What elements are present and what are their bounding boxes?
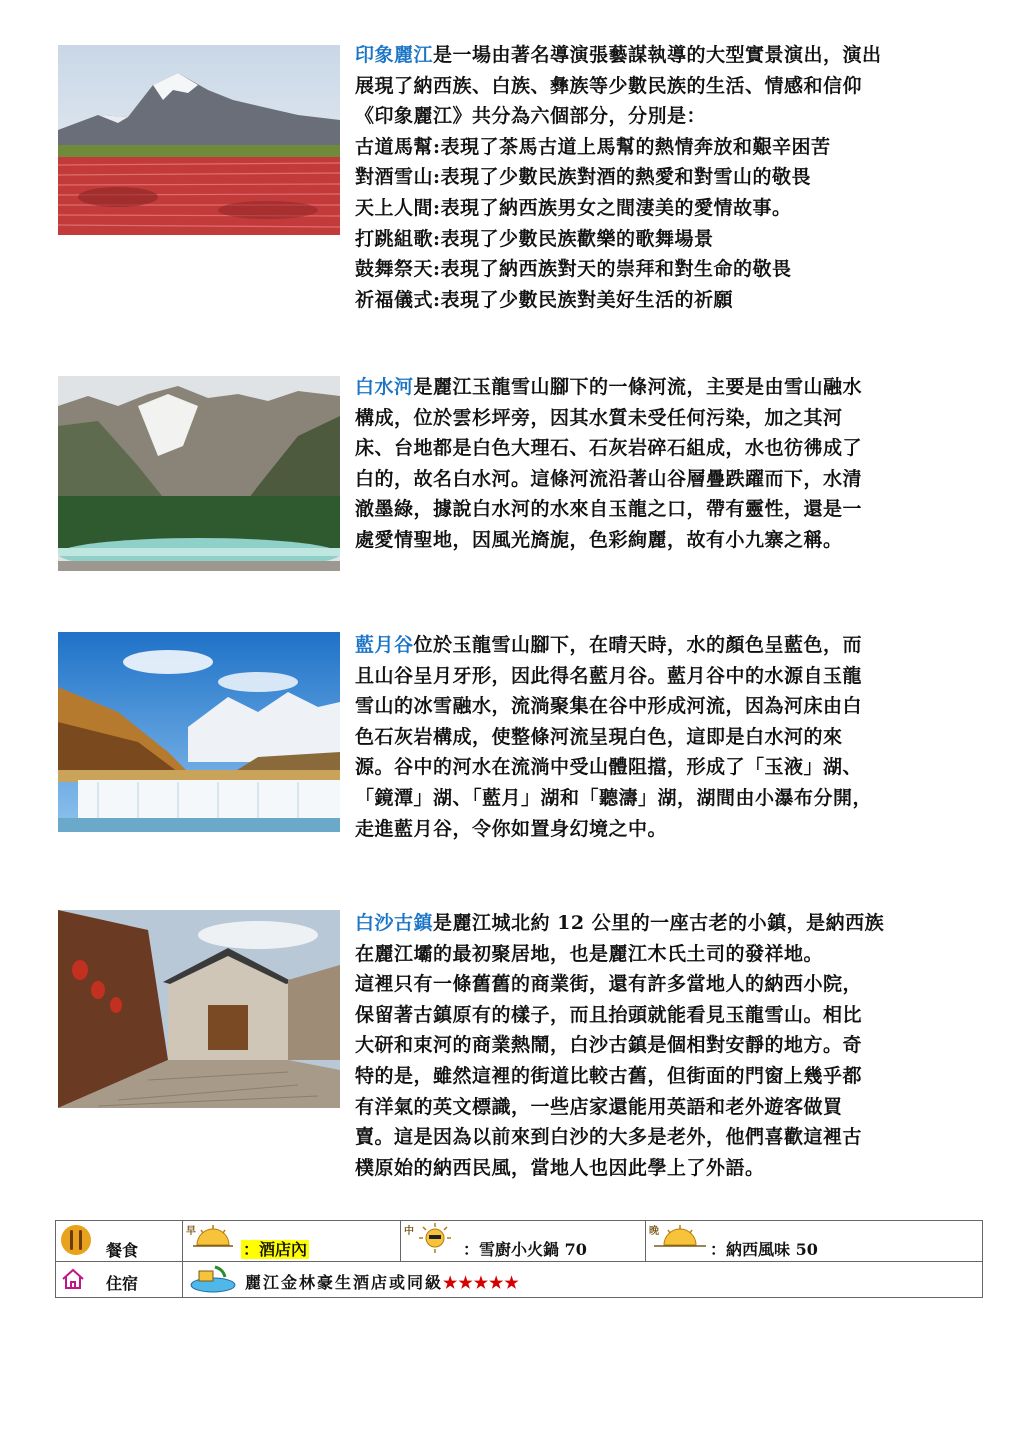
text-line: 特的是，雖然這裡的街道比較古舊，但街面的門窗上幾乎都 bbox=[355, 1064, 863, 1087]
part-name: 祈福儀式 bbox=[355, 288, 434, 311]
lodging-row bbox=[56, 1262, 982, 1298]
part-name: 天上人間 bbox=[355, 196, 434, 219]
white-water-river-text bbox=[355, 372, 980, 556]
blue-moon-valley-title: 藍月谷 bbox=[355, 634, 414, 656]
lodging-label: 住宿 bbox=[106, 1274, 139, 1293]
meals-label: 餐食 bbox=[106, 1241, 139, 1260]
text-line: 位於玉龍雪山腳下，在晴天時，水的顏色呈藍色，而 bbox=[413, 634, 863, 656]
part-desc: 表現了少數民族歡樂的歌舞場景 bbox=[440, 227, 714, 250]
part-desc: 表現了少數民族對美好生活的祈願 bbox=[440, 288, 734, 311]
text-line: 澈墨綠，據說白水河的水來自玉龍之口，帶有靈性，還是一 bbox=[355, 498, 863, 521]
impression-lijiang-text: 印象麗江是一場由著名導演張藝謀執導的大型實景演出，演出 展現了納西族、白族、彝族等少數民族的生活、情感和信仰 《印象麗江》共分為六個部分，分別是： 古道馬幫:表現了茶馬古道上馬幫的熱情奔放和艱辛困苦 對酒雪山:表現了少數民族對酒的熱愛和對雪山的敬畏 天上人間:表現了納西族男女之間淒美的愛情故事。 打跳組歌:表現了少數民族歡樂的歌舞場景 鼓舞祭天:表現了納西族對天的崇拜和對生命的敬畏 祈福儀式:表現了少數民族對美好生活的祈願 bbox=[355, 40, 980, 315]
text-line: 「鏡潭」湖、「藍月」湖和「聽濤」湖，湖間由小瀑布分開， bbox=[355, 786, 873, 809]
text-line: 床、台地都是白色大理石、石灰岩碎石組成，水也彷彿成了 bbox=[355, 437, 863, 460]
text-line: 處愛情聖地，因風光旖旎，色彩絢麗，故有小九寨之稱。 bbox=[355, 528, 843, 551]
meals-label-cell bbox=[56, 1221, 183, 1261]
text-line: 色石灰岩構成，使整條河流呈現白色，這即是白水河的來 bbox=[355, 725, 843, 748]
breakfast-tag: 早 bbox=[186, 1226, 196, 1237]
breakfast-cell bbox=[183, 1221, 401, 1261]
text-line: 走進藍月谷，令你如置身幻境之中。 bbox=[355, 817, 668, 840]
hotel-pool-icon bbox=[189, 1265, 237, 1293]
text-line: 在麗江壩的最初聚居地，也是麗江木氏土司的發祥地。 bbox=[355, 942, 824, 965]
dinner-tag: 晚 bbox=[649, 1226, 659, 1237]
dinner-text: ：納西風味 50 bbox=[710, 1240, 818, 1259]
text-line: 雪山的冰雪融水，流淌聚集在谷中形成河流，因為河床由白 bbox=[355, 695, 863, 718]
part-name: 鼓舞祭天 bbox=[355, 258, 434, 281]
text-line: 有洋氣的英文標識，一些店家還能用英語和老外遊客做買 bbox=[355, 1095, 843, 1118]
blue-moon-valley-photo bbox=[58, 632, 340, 832]
meals-row bbox=[56, 1221, 982, 1262]
breakfast-text: ：酒店內 bbox=[243, 1240, 308, 1259]
text-line: 白的，故名白水河。這條河流沿著山谷層疊跌躍而下，水清 bbox=[355, 467, 863, 490]
text-line: 這裡只有一條舊舊的商業街，還有許多當地人的納西小院， bbox=[355, 973, 863, 996]
text-line: 是麗江城北約 12 公里的一座古老的小鎮，是納西族 bbox=[433, 912, 885, 934]
part-desc: 表現了納西族對天的崇拜和對生命的敬畏 bbox=[440, 258, 792, 281]
part-desc: 表現了茶馬古道上馬幫的熱情奔放和艱辛困苦 bbox=[440, 135, 831, 158]
lunch-cell bbox=[401, 1221, 646, 1261]
baisha-old-town-text bbox=[355, 908, 980, 1183]
text-line: 樸原始的納西民風，當地人也因此學上了外語。 bbox=[355, 1156, 765, 1179]
sunrise-icon bbox=[193, 1225, 233, 1249]
text-line: 源。谷中的河水在流淌中受山體阻擋，形成了「玉液」湖、 bbox=[355, 756, 863, 779]
lunch-text: ：雪廚小火鍋 70 bbox=[463, 1240, 587, 1259]
part-name: 對酒雪山 bbox=[355, 166, 434, 189]
fork-knife-icon bbox=[60, 1224, 92, 1256]
text-line: 且山谷呈月牙形，因此得名藍月谷。藍月谷中的水源自玉龍 bbox=[355, 664, 863, 687]
part-name: 古道馬幫 bbox=[355, 135, 434, 158]
sunset-icon bbox=[654, 1225, 706, 1249]
impression-lijiang-photo bbox=[58, 45, 340, 235]
dinner-cell bbox=[646, 1221, 982, 1261]
white-water-river-photo bbox=[58, 376, 340, 571]
text-line: 是麗江玉龍雪山腳下的一條河流，主要是由雪山融水 bbox=[413, 376, 863, 398]
text-line: 保留著古鎮原有的樣子，而且抬頭就能看見玉龍雪山。相比 bbox=[355, 1003, 863, 1026]
part-desc: 表現了納西族男女之間淒美的愛情故事。 bbox=[440, 196, 792, 219]
noon-sun-icon bbox=[417, 1223, 453, 1253]
text-line: 大研和束河的商業熱鬧，白沙古鎮是個相對安靜的地方。奇 bbox=[355, 1034, 863, 1057]
text-line: 展現了納西族、白族、彝族等少數民族的生活、情感和信仰 bbox=[355, 74, 863, 97]
hotel-stars: ★★★★★ bbox=[443, 1273, 520, 1292]
impression-lijiang-title: 印象麗江 bbox=[355, 44, 434, 66]
baisha-old-town-title: 白沙古鎮 bbox=[355, 912, 434, 934]
white-water-river-title: 白水河 bbox=[355, 376, 414, 398]
lodging-text: 麗江金林豪生酒店或同級★★★★★ bbox=[245, 1273, 520, 1292]
lodging-label-cell bbox=[56, 1262, 183, 1298]
text-line: 賣。這是因為以前來到白沙的大多是老外，他們喜歡這裡古 bbox=[355, 1126, 863, 1149]
lodging-cell bbox=[183, 1262, 982, 1298]
text-line: 構成，位於雲杉坪旁，因其水質未受任何污染，加之其河 bbox=[355, 406, 843, 429]
baisha-old-town-photo bbox=[58, 910, 340, 1108]
text-line: 是一場由著名導演張藝謀執導的大型實景演出，演出 bbox=[433, 44, 882, 66]
part-name: 打跳組歌 bbox=[355, 227, 434, 250]
text-line: 《印象麗江》共分為六個部分，分別是： bbox=[355, 105, 707, 128]
house-icon bbox=[60, 1266, 86, 1292]
part-desc: 表現了少數民族對酒的熱愛和對雪山的敬畏 bbox=[440, 166, 812, 189]
meal-lodging-table bbox=[55, 1220, 983, 1298]
lunch-tag: 中 bbox=[404, 1226, 414, 1237]
blue-moon-valley-text bbox=[355, 630, 980, 844]
